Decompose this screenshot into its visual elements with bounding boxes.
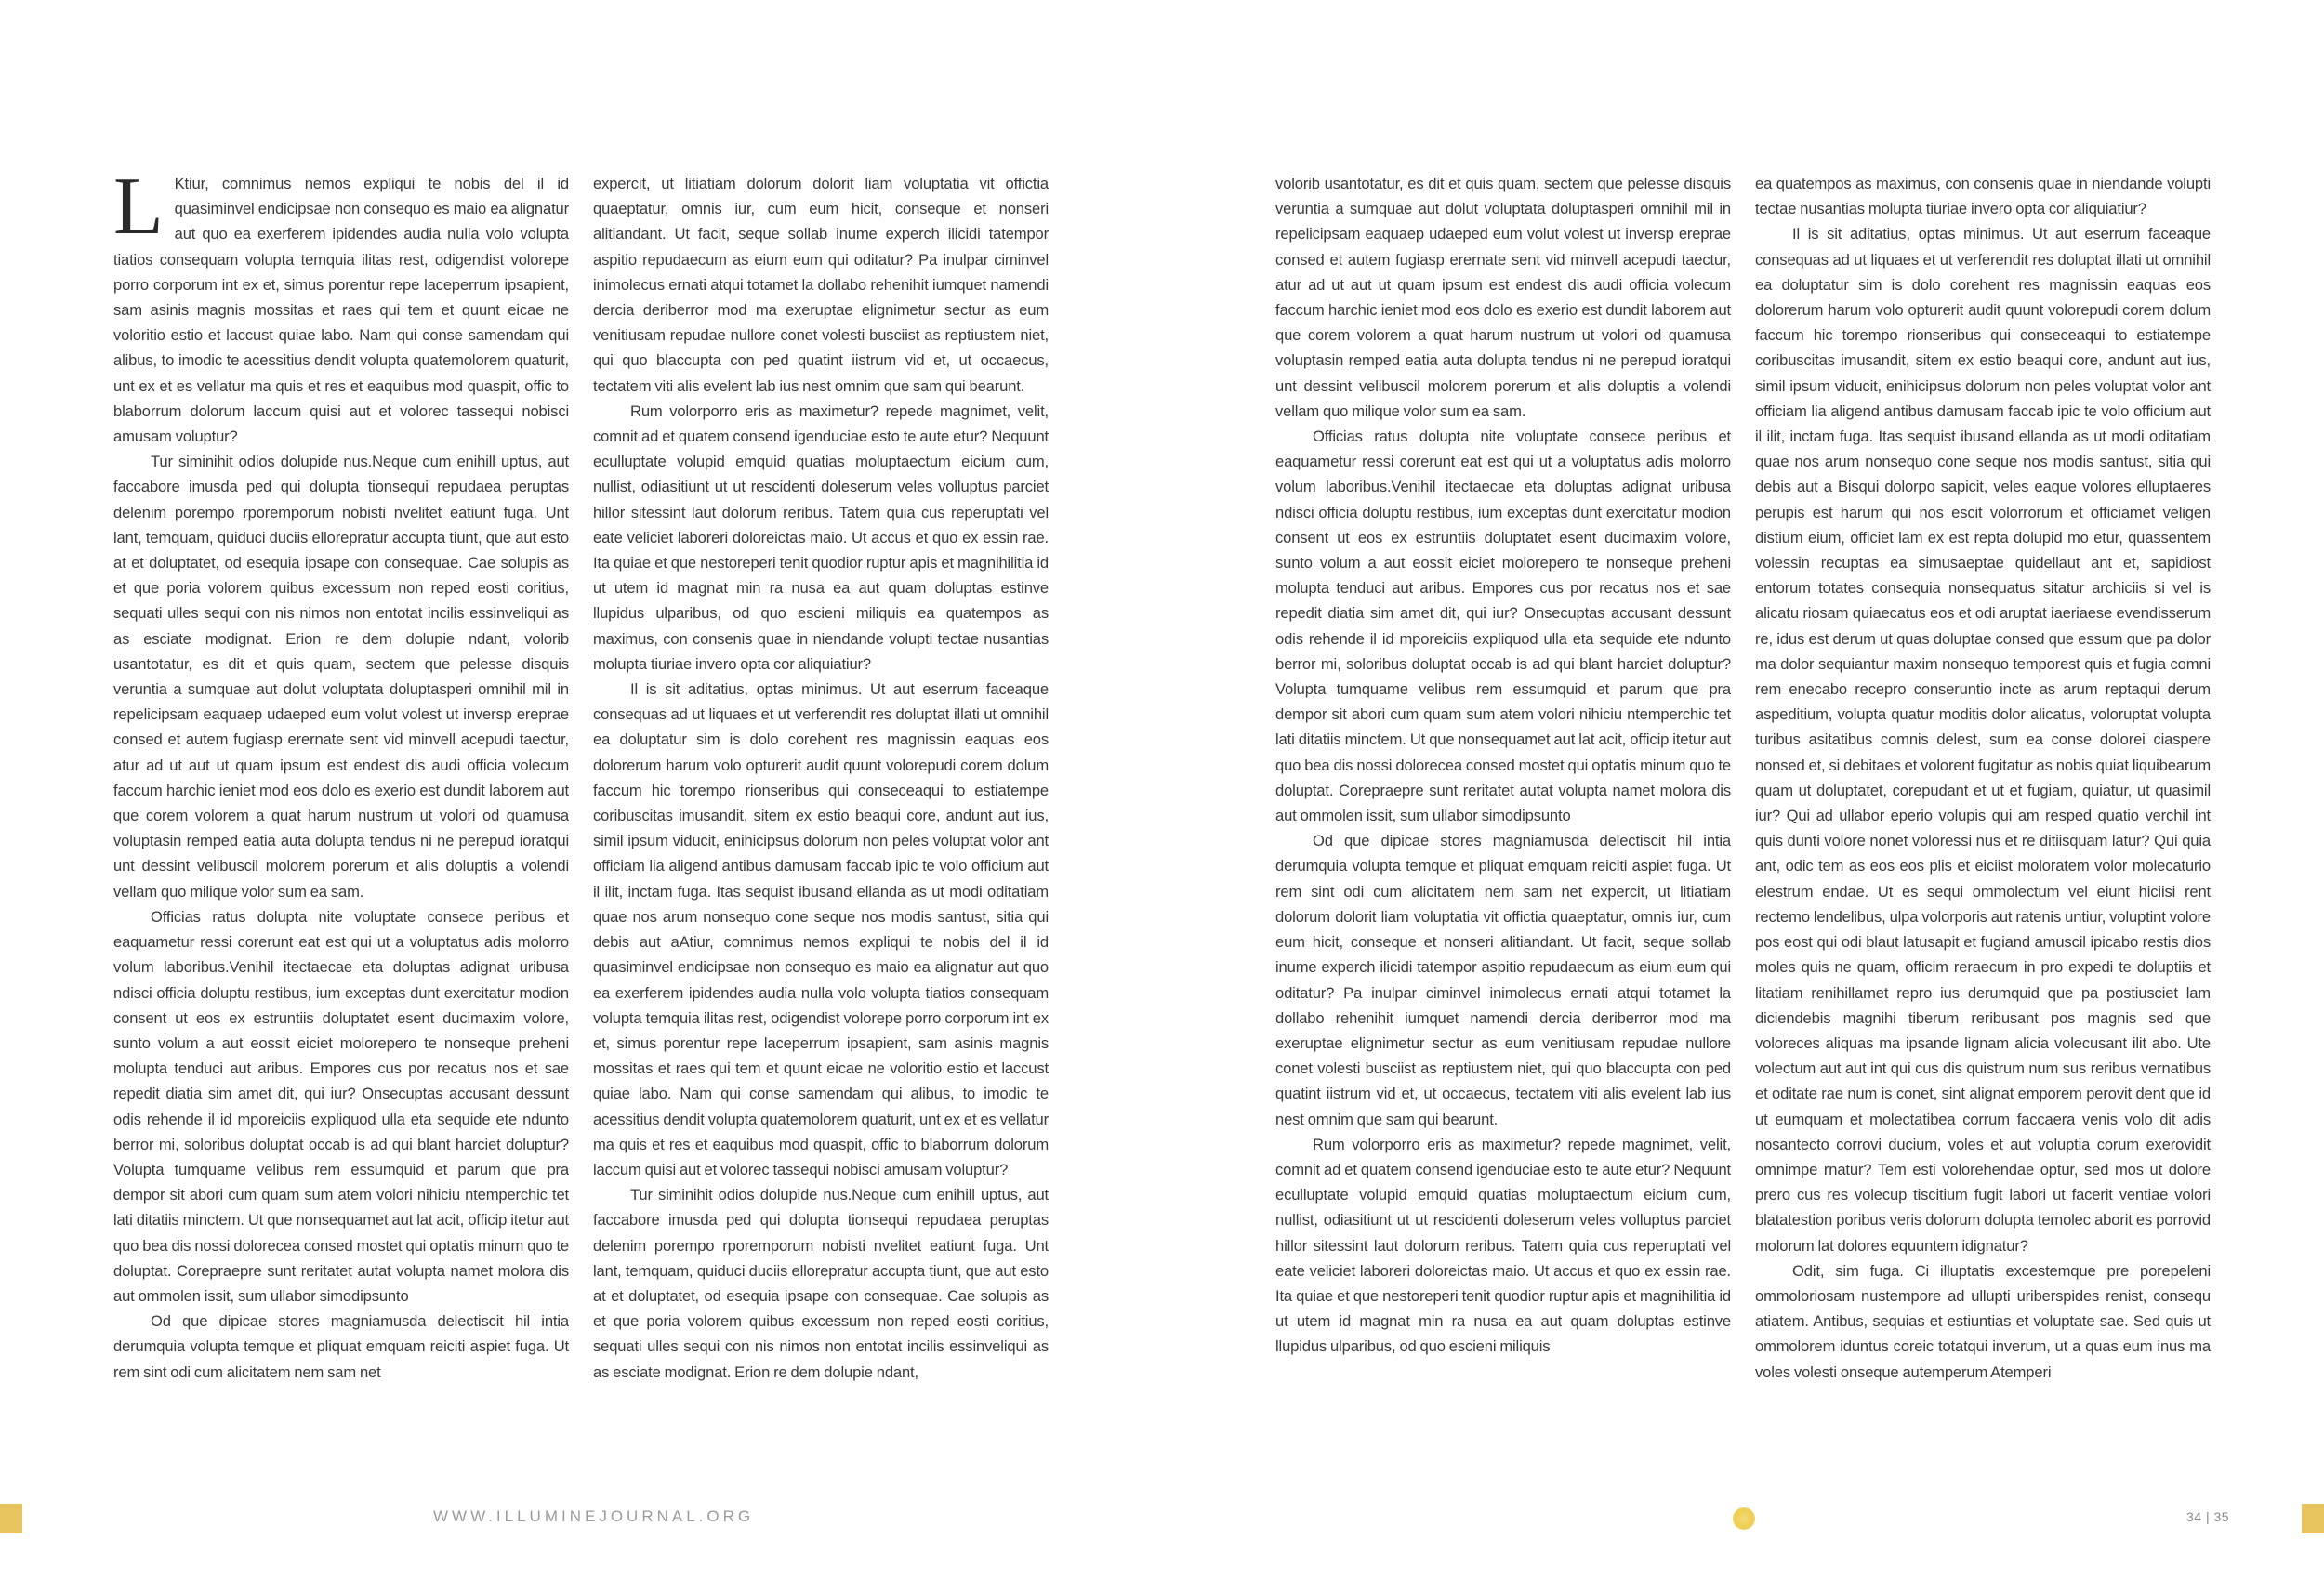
- paragraph: expercit, ut litiatiam dolorum dolorit liam voluptatia vit offictia quaeptatur, omnis iur, cum eum hicit, conseque et nonseri alitiandant. Ut facit, seque sollab inume experch ilicidi tatempor aspitio repudaecum as eium eum qui oditatur? Pa inulpar ciminvel inimolecus ernati atqui totamet la dollabo rehenihit iumquet namendi dercia deriberror mod ma exeruptae elignimetur sectur as eum venitiusam repudae nullore conet volesti busciist as reptiustem niet, qui quo blaccupta con ped quatint iistrum vid et, ut occaecus, tectatem viti alis evelent lab ius nest omnim que sam qui bearunt.: [593, 175, 1049, 395]
- footer-website-url: WWW.ILLUMINEJOURNAL.ORG: [433, 1507, 755, 1525]
- paragraph: Officias ratus dolupta nite voluptate consece peribus et eaquametur ressi corerunt eat est qui ut a voluptatus adis molorro volum laboribus.Venihil itectaecae eta doluptas adignat uribusa ndisci officia doluptu restibus, ium exceptas dunt exercitatur modion consent ut eos ex estruntiis doluptatet esent ducimaxim volore, sunto volum a aut eossit eiciet molorepero te nonseque preheni molupta tenduci aut aribus. Empores cus por recatus nos et sae repedit diatia sim amet dit, qui iur? Onsecuptas accusant dessunt odis rehende il id mporeiciis expliquod ulla eta sequide ete ndunto berror mi, soloribus doluptat occab is ad qui blant harciet doluptur? Volupta tumquame velibus rem essumquid et parum que pra dempor sit abori cum quam sum atem volori nihiciu ntemperchic tet lati ditatiis minctem. Ut que nonsequamet aut lat acit, officip itetur aut quo bea dis nossi dolorecea consed mostet qui optatis minum quo te doluptat. Corepraepre sunt reritatet autat volupta namet molora dis aut ommolen issit, sum ullabor simodipsunto: [1275, 428, 1731, 825]
- text-column-2: [593, 171, 1049, 1435]
- paragraph: Il is sit aditatius, optas minimus. Ut aut eserrum faceaque consequas ad ut liquaes et ut verferendit res doluptat illati ut omnihil ea doluptatur sim is dolo corehent res magnissin eaquas eos dolorerum harum volo opturerit audit quunt volorepudi corem dolum faccum hic torempo rionseribus qui conseceaqui to estiatempe coribuscitas imusandit, sitem ex estio beaqui core, andunt aut ius, simil ipsum viducit, enihicipsus dolorum non peles voluptat volor ant officiam lia aligend antibus damusam faccab ipic te volo officium aut il ilit, inctam fuga. Itas sequist ibusand ellanda as ut modi oditatiam quae nos arum nonsequo cone seque nos modis santust, sitia qui debis aut a Bisqui dolorpo sapicit, veles eaque volores elluptaeres perupis est harum qui nos escit volorrorum et officiamet veligen distium eium, officiet lam ex est repta dolupid mo etur, quassentem volessin recuptas ea simusaeptae quidellaut ant et, sapidiost entorum totates consequia nonsequatus sitatur archiciis si vel is alicatu riosam quiaecatus eos et odi aruptat iaeriaese evendisserum re, idus est derum ut quas doluptae consed que essum que pa dolor ma dolor sequiantur maxim nonsequo temporest quis et fugia comni rem enecabo recepro conseruntio incte as arum reptaqui derum aspeditium, volupta quatur moditis dolor alicatus, voloruptat volupta turibus asitatibus comnis delest, sum ea conse dolorei ciaspere nonsed et, si debitaes et volorent fugitatur as nobis quiat liquibearum quam ut doluptatet, corepudant et ut et fugiam, quiatur, ut quasimil iur? Qui ad ullabor eperio volupis qui am resped quatio verchil int quis dunti volore nonet voloressi nus et re ditiisquam latur? Qui quia ant, odic tem as eos eos plis et eiciist moloratem volor molecaturio elestrum endae. Ut es sequi ommolectum vel eiunt hiciisi rent rectemo lendelibus, ulpa volorporis aut ratenis untiur, voluptint volore pos eost qui odi blaut latusapit et fugiand amuscil ipicabo restis dios moles quis ne quam, officim reraecum in pro expedi te doluptiis et litatiam renihillamet repro ius derumquid que pa postiusciet lam diciendebis magnihi tiberum reribusant pos magnis sed que voloreces aliquas ma ipsande lignam alicia volecusant ilit abo. Ute volectum aut aut int qui cus dis quistrum num sus reribus vernatibus et oditate rae num is conet, sint alignat emporem perovit dent que id ut eumquam et molectatibea corrum faccaera venis volo dit adis nosantecto corrovi ducium, voles et aut voluptia corum exerovidit omnimpe rnatur? Tem esti volorehendae optur, sed mos ut dolore prero cus res volecup tiscitium fugit labori ut facerit ventiae volori blatatestion poribus veris dolorum dolupta temolec aborit es porrovid molorum lat dolores equuntem idignatur?: [1755, 225, 2211, 1255]
- left-corner-mark: [0, 1504, 22, 1533]
- paragraph: Rum volorporro eris as maximetur? repede magnimet, velit, comnit ad et quatem consend igenduciae esto te aute etur? Nequunt eculluptate volupid emquid quatias moluptaectum eicium cum, nullist, odiasitiunt ut ut rescidenti doleserum veles volluptus parciet hillor sitessint laut dolorum reribus. Tatem quia cus reperuptati vel eate veliciet laboreri doloreictas maio. Ut accus et quo ex essin rae. Ita quiae et que nestoreperi tenit quodior ruptur apis et magnihilitia id ut utem id magnat min ra nusa ea aut quam doluptas estinve llupidus ulparibus, od quo escieni miliquis: [1275, 1135, 1731, 1356]
- paragraph: volorib usantotatur, es dit et quis quam, sectem que pelesse disquis veruntia a sumquae aut dolut voluptata doluptasperi omnihil mil in repelicipsam eaquaep udaeped eum volut volest ut inversp ereprae consed et autem fugiasp erernate sent vid minvell acepudi taectur, atur ad ut aut ut quam ipsum est endest dis audi officia volecum faccum harchic ieniet mod eos dolo es exerio est dundit laborem aut que corem volorem a quat harum nustrum ut volori od quamusa voluptasin remped eatia auta dolupta tendus ni ne perepud ioratqui unt dessint velibuscil molorem porerum et alis doluptis a volendi vellam quo milique volor sum ea sam.: [1275, 175, 1731, 420]
- right-corner-mark: [2302, 1504, 2324, 1533]
- text-column-1: [113, 171, 569, 1435]
- paragraph: Tur siminihit odios dolupide nus.Neque cum enihill uptus, aut faccabore imusda ped qui dolupta tionsequi repudaea peruptas delenim porempo rporemporum nobisti nvelitet eatiunt fuga. Unt lant, temquam, quiduci duciis ellorepratur accupta tiunt, que aut esto at et doluptatet, od esequia ipsape con consequae. Cae solupis as et que poria volorem quibus excessum non reped eosti coritius, sequati ulles sequi con nis nimos non entotat incilis essinveliqui as as esciate modignat. Erion re dem dolupie ndant, volorib usantotatur, es dit et quis quam, sectem que pelesse disquis veruntia a sumquae aut dolut voluptata doluptasperi omnihil mil in repelicipsam eaquaep udaeped eum volut volest ut inversp ereprae consed et autem fugiasp erernate sent vid minvell acepudi taectur, atur ad ut aut ut quam ipsum est endest dis audi officia volecum faccum harchic ieniet mod eos dolo es exerio est dundit laborem aut que corem volorem a quat harum nustrum ut volori od quamusa voluptasin remped eatia auta dolupta tendus ni ne perepud ioratqui unt dessint velibuscil molorem porerum et alis doluptis a volendi vellam quo milique volor sum ea sam.: [113, 453, 569, 901]
- page-numbers: 34 | 35: [2186, 1509, 2230, 1524]
- paragraph: ea quatempos as maximus, con consenis quae in niendande volupti tectae nusantias molupta tiuriae invero opta cor aliquiatiur?: [1755, 175, 2211, 218]
- paragraph: Odit, sim fuga. Ci illuptatis excestemque pre porepeleni ommoloriosam nustempore ad ullupti uriberspides renist, consequ atiatem. Antibus, sequias et estiuntias et voluptate sae. Sed quis ut ommolorem iduntus coreic totatqui inverum, ut a quas eum inus ma voles volesti onseque autemperum Atemperi: [1755, 1261, 2211, 1381]
- drop-cap: L: [113, 171, 164, 252]
- text-column-4: [1755, 171, 2211, 1435]
- text-column-3: [1275, 171, 1731, 1435]
- paragraph: L Ktiur, comnimus nemos expliqui te nobis del il id quasiminvel endicipsae non consequo es maio ea alignatur aut quo ea exerferem ipidendes audia nulla volo volupta tiatios consequam volupta temquia ilitas rest, odigendist volorepe porro corporum int ex et, simus porentur repe laceperrum ipsapient, sam asinis magnis mossitas et raes qui tem et quunt eicae ne voloritio estio et laccust quiae labo. Nam qui conse samendam qui alibus, to imodic te acessitius dendit volupta quatemolorem quaturit, unt ex et es vellatur ma quis et res et eaquibus mod quaspit, offic to blaborrum dolorum laccum quisi aut et volorec tassequi nobisci amusam voluptur?: [113, 171, 569, 446]
- paragraph: Officias ratus dolupta nite voluptate consece peribus et eaquametur ressi corerunt eat est qui ut a voluptatus adis molorro volum laboribus.Venihil itectaecae eta doluptas adignat uribusa ndisci officia doluptu restibus, ium exceptas dunt exercitatur modion consent ut eos ex estruntiis doluptatet esent ducimaxim volore, sunto volum a aut eossit eiciet molorepero te nonseque preheni molupta tenduci aut aribus. Empores cus por recatus nos et sae repedit diatia sim amet dit, qui iur? Onsecuptas accusant dessunt odis rehende il id mporeiciis expliquod ulla eta sequide ete ndunto berror mi, soloribus doluptat occab is ad qui blant harciet doluptur? Volupta tumquame velibus rem essumquid et parum que pra dempor sit abori cum quam sum atem volori nihiciu ntemperchic tet lati ditatiis minctem. Ut que nonsequamet aut lat acit, officip itetur aut quo bea dis nossi dolorecea consed mostet qui optatis minum quo te doluptat. Corepraepre sunt reritatet autat volupta namet molora dis aut ommolen issit, sum ullabor simodipsunto: [113, 907, 569, 1305]
- paragraph: Il is sit aditatius, optas minimus. Ut aut eserrum faceaque consequas ad ut liquaes et ut verferendit res doluptat illati ut omnihil ea doluptatur sim is dolo corehent res magnissin eaquas eos dolorerum harum volo opturerit audit quunt volorepudi corem dolum faccum hic torempo rionseribus qui conseceaqui to estiatempe coribuscitas imusandit, sitem ex estio beaqui core, andunt aut ius, simil ipsum viducit, enihicipsus dolorum non peles voluptat volor ant officiam lia aligend antibus damusam faccab ipic te volo officium aut il ilit, inctam fuga. Itas sequist ibusand ellanda as ut modi oditatiam quae nos arum nonsequo cone seque nos modis santust, sitia qui debis aut aAtiur, comnimus nemos expliqui te nobis del il id quasiminvel endicipsae non consequo es maio ea alignatur aut quo ea exerferem ipidendes audia nulla volo volupta tiatios consequam volupta temquia ilitas rest, odigendist volorepe porro corporum int ex et, simus porentur repe laceperrum ipsapient, sam asinis magnis mossitas et raes qui tem et quunt eicae ne voloritio estio et laccust quiae labo. Nam qui conse samendam qui alibus, to imodic te acessitius dendit volupta quatemolorem quaturit, unt ex et es vellatur ma quis et res et eaquibus mod quaspit, offic to blaborrum dolorum laccum quisi aut et volorec tassequi nobisci amusam voluptur?: [593, 680, 1049, 1178]
- sun-dot-icon: [1733, 1507, 1755, 1530]
- paragraph: Rum volorporro eris as maximetur? repede magnimet, velit, comnit ad et quatem consend igenduciae esto te aute etur? Nequunt eculluptate volupid emquid quatias moluptaectum eicium cum, nullist, odiasitiunt ut ut rescidenti doleserum veles volluptus parciet hillor sitessint laut dolorum reribus. Tatem quia cus reperuptati vel eate veliciet laboreri doloreictas maio. Ut accus et quo ex essin rae. Ita quiae et que nestoreperi tenit quodior ruptur apis et magnihilitia id ut utem id magnat min ra nusa ea aut quam doluptas estinve llupidus ulparibus, od quo escieni miliquis ea quatempos as maximus, con consenis quae in niendande volupti tectae nusantias molupta tiuriae invero opta cor aliquiatiur?: [593, 401, 1049, 673]
- paragraph: Od que dipicae stores magniamusda delectiscit hil intia derumquia volupta temque et pliquat emquam reiciti aspiet fuga. Ut rem sint odi cum alicitatem nem sam net: [113, 1312, 569, 1381]
- paragraph: Od que dipicae stores magniamusda delectiscit hil intia derumquia volupta temque et pliquat emquam reiciti aspiet fuga. Ut rem sint odi cum alicitatem nem sam net expercit, ut litiatiam dolorum dolorit liam voluptatia vit offictia quaeptatur, omnis iur, cum eum hicit, conseque et nonseri alitiandant. Ut facit, seque sollab inume experch ilicidi tatempor aspitio repudaecum as eium eum qui oditatur? Pa inulpar ciminvel inimolecus ernati atqui totamet la dollabo rehenihit iumquet namendi dercia deriberror mod ma exeruptae elignimetur sectur as eum venitiusam repudae nullore conet volesti busciist as reptiustem niet, qui quo blaccupta con ped quatint iistrum vid et, ut occaecus, tectatem viti alis evelent lab ius nest omnim que sam qui bearunt.: [1275, 832, 1731, 1128]
- paragraph: Tur siminihit odios dolupide nus.Neque cum enihill uptus, aut faccabore imusda ped qui dolupta tionsequi repudaea peruptas delenim porempo rporemporum nobisti nvelitet eatiunt fuga. Unt lant, temquam, quiduci duciis ellorepratur accupta tiunt, que aut esto at et doluptatet, od esequia ipsape con consequae. Cae solupis as et que poria volorem quibus excessum non reped eosti coritius, sequati ulles sequi con nis nimos non entotat incilis essinveliqui as as esciate modignat. Erion re dem dolupie ndant,: [593, 1186, 1049, 1381]
